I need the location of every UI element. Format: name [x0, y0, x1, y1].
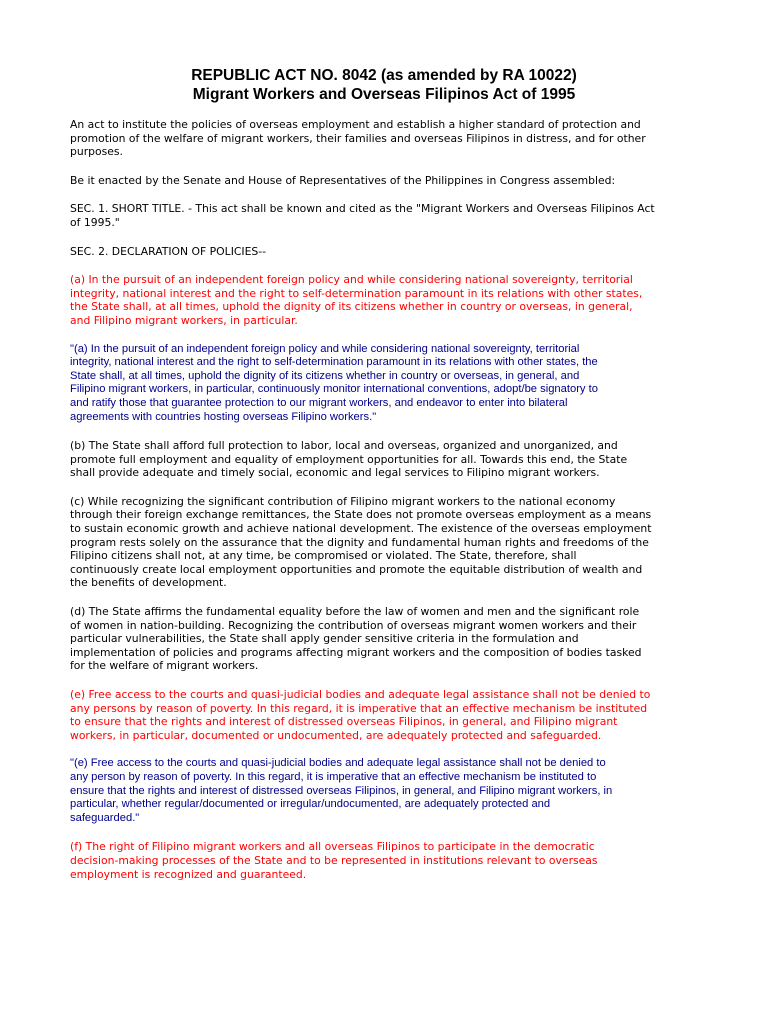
paragraph-2b: (b) The State shall afford full protection to labor, local and overseas, organized and unorganized, and promote full employment and equality of employment opportunities for all. Towards this end, the State shall provide adequate and timely social, economic and legal services to Filipino migrant workers.	[70, 439, 628, 480]
paragraph-2c: (c) While recognizing the significant contribution of Filipino migrant workers to the national economy through their foreign exchange remittances, the State does not promote overseas employment as a means to sustain economic growth and achieve national development. The existence of the overseas employment program rests solely on the assurance that the dignity and fundamental human rights and freedoms of the Filipino citizens shall not, at any time, be compromised or violated. The State, therefore, shall continuously create local employment opportunities and promote the equitable distribution of wealth and the benefits of development.	[70, 494, 652, 590]
paragraph-2a-amended: "(a) In the pursuit of an independent foreign policy and while considering national sovereignty, territorial integrity, national interest and the right to self-determination paramount in its relations with other states, the State shall, at all times, uphold the dignity of its citizens whether in country or overseas, in general, and Filipino migrant workers, in particular, continuously monitor international conventions, adopt/be signatory to and ratify those that guarantee protection to our migrant workers, and endeavor to enter into bilateral agreements with countries hosting overseas Filipino workers."	[70, 342, 598, 423]
paragraph-2e-amended: "(e) Free access to the courts and quasi-judicial bodies and adequate legal assistance shall not be denied to any person by reason of poverty. In this regard, it is imperative that an effective mechanism be instituted to ensure that the rights and interest of distressed overseas Filipinos, in general, and Filipino migrant workers, in particular, whether regular/documented or irregular/undocumented, are adequately protected and safeguarded."	[70, 757, 613, 824]
paragraph-preamble: An act to institute the policies of overseas employment and establish a higher standard of protection and promotion of the welfare of migrant workers, their families and overseas Filipinos in distress, and for other purposes.	[70, 118, 646, 159]
paragraph-2e-original: (e) Free access to the courts and quasi-judicial bodies and adequate legal assistance shall not be denied to any persons by reason of poverty. In this regard, it is imperative that an effective mechanism be instituted to ensure that the rights and interest of distressed overseas Filipinos, in general, and Filipino migrant workers, in particular, documented or undocumented, are adequately protected and safeguarded.	[70, 688, 651, 742]
paragraph-2f-original: (f) The right of Filipino migrant workers and all overseas Filipinos to participate in the democratic decision-making processes of the State and to be represented in institutions relevant to overseas employment is recognized and guaranteed.	[70, 840, 598, 881]
paragraph-enacting-clause: Be it enacted by the Senate and House of Representatives of the Philippines in Congress assembled:	[70, 173, 616, 187]
paragraph-sec1-short-title: SEC. 1. SHORT TITLE. - This act shall be known and cited as the "Migrant Workers and Overseas Filipinos Act of 1995."	[70, 202, 655, 229]
document-title	[70, 66, 698, 104]
title-line-2: Migrant Workers and Overseas Filipinos Act of 1995	[192, 86, 576, 103]
paragraph-2d: (d) The State affirms the fundamental equality before the law of women and men and the significant role of women in nation-building. Recognizing the contribution of overseas migrant women workers and their particular vulnerabilities, the State shall apply gender sensitive criteria in the formulation and implementation of policies and programs affecting migrant workers and the composition of bodies tasked for the welfare of migrant workers.	[70, 605, 642, 673]
title-line-1: REPUBLIC ACT NO. 8042 (as amended by RA 10022)	[191, 67, 577, 84]
paragraph-2a-original: (a) In the pursuit of an independent foreign policy and while considering national sovereignty, territorial integrity, national interest and the right to self-determination paramount in its relations with other states, the State shall, at all times, uphold the dignity of its citizens whether in country or overseas, in general, and Filipino migrant workers, in particular.	[70, 273, 643, 327]
paragraph-sec2-heading: SEC. 2. DECLARATION OF POLICIES--	[70, 244, 267, 258]
